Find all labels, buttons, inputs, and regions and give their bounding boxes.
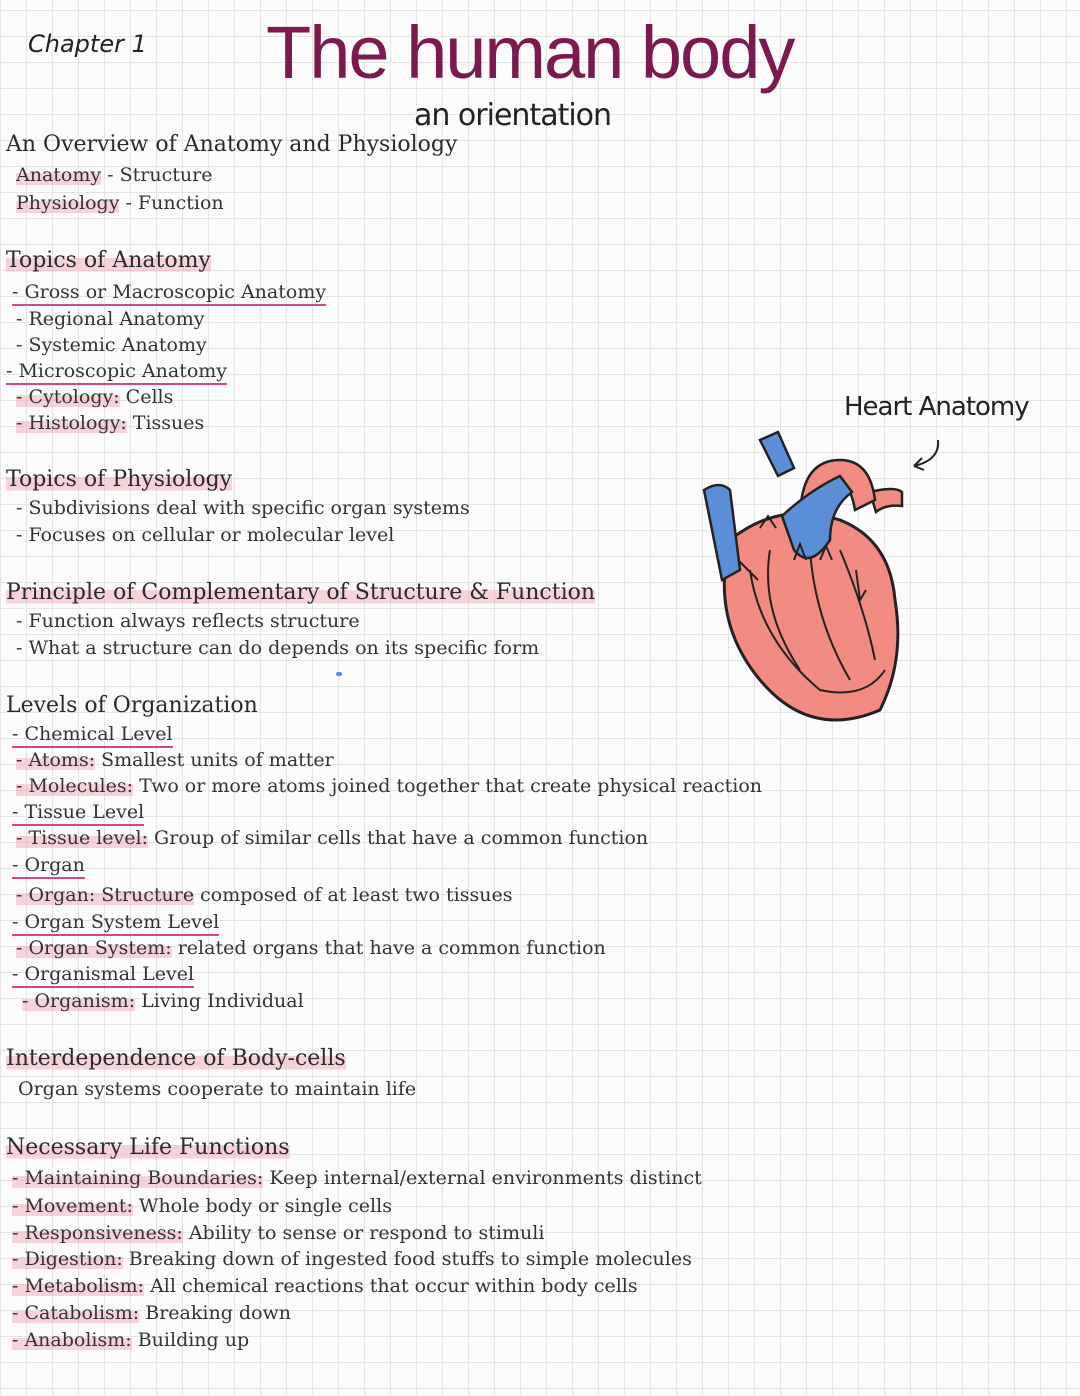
list-item: - Function always reflects structure [16, 610, 360, 632]
chapter-label: Chapter 1 [28, 30, 147, 58]
page-title: The human body [266, 11, 794, 94]
list-item: - Digestion: Breaking down of ingested food stuffs to simple molecules [12, 1248, 692, 1270]
list-item: - Tissue Level [12, 801, 144, 823]
list-item: - Chemical Level [12, 723, 173, 745]
list-item: - Tissue level: Group of similar cells that have a common function [16, 827, 649, 849]
list-item: - Metabolism: All chemical reactions that occur within body cells [12, 1275, 638, 1297]
heart-label: Heart Anatomy [844, 392, 1029, 422]
life-functions-heading: Necessary Life Functions [6, 1135, 290, 1160]
list-item: - Movement: Whole body or single cells [12, 1195, 392, 1217]
list-item: - Maintaining Boundaries: Keep internal/external environments distinct [12, 1167, 702, 1189]
list-item: - Anabolism: Building up [12, 1329, 250, 1351]
page-subtitle: an orientation [414, 98, 612, 133]
topics-anatomy-heading: Topics of Anatomy [6, 248, 211, 273]
principle-heading: Principle of Complementary of Structure & Function [6, 580, 596, 605]
list-item: - Responsiveness: Ability to sense or respond to stimuli [12, 1222, 545, 1244]
list-item: - Cytology: Cells [16, 386, 174, 408]
list-item: Anatomy - Structure [16, 164, 213, 186]
list-item: - Molecules: Two or more atoms joined together that create physical reaction [16, 775, 763, 797]
list-item: - Organ System: related organs that have a common function [16, 937, 606, 959]
list-item: Physiology - Function [16, 192, 224, 214]
list-item: - Organism: Living Individual [22, 990, 304, 1012]
list-item: - Focuses on cellular or molecular level [16, 524, 395, 546]
list-item: - Atoms: Smallest units of matter [16, 749, 334, 771]
overview-heading: An Overview of Anatomy and Physiology [6, 132, 458, 157]
list-item: - What a structure can do depends on its specific form [16, 637, 540, 659]
list-item: - Organ: Structure composed of at least two tissues [16, 884, 513, 906]
list-item: - Regional Anatomy [16, 308, 205, 330]
list-item: - Catabolism: Breaking down [12, 1302, 292, 1324]
list-item: - Organ System Level [12, 911, 219, 933]
topics-physiology-heading: Topics of Physiology [6, 467, 233, 492]
list-item: Organ systems cooperate to maintain life [18, 1078, 417, 1100]
list-item: - Organ [12, 854, 85, 876]
stray-mark [336, 672, 342, 676]
list-item: - Subdivisions deal with specific organ systems [16, 497, 470, 519]
interdependence-heading: Interdependence of Body-cells [6, 1046, 346, 1071]
levels-heading: Levels of Organization [6, 693, 258, 718]
list-item: - Gross or Macroscopic Anatomy [12, 281, 326, 303]
list-item: - Microscopic Anatomy [6, 360, 227, 382]
list-item: - Organismal Level [12, 963, 194, 985]
list-item: - Systemic Anatomy [16, 334, 207, 356]
list-item: - Histology: Tissues [16, 412, 205, 434]
heart-illustration [690, 420, 920, 730]
